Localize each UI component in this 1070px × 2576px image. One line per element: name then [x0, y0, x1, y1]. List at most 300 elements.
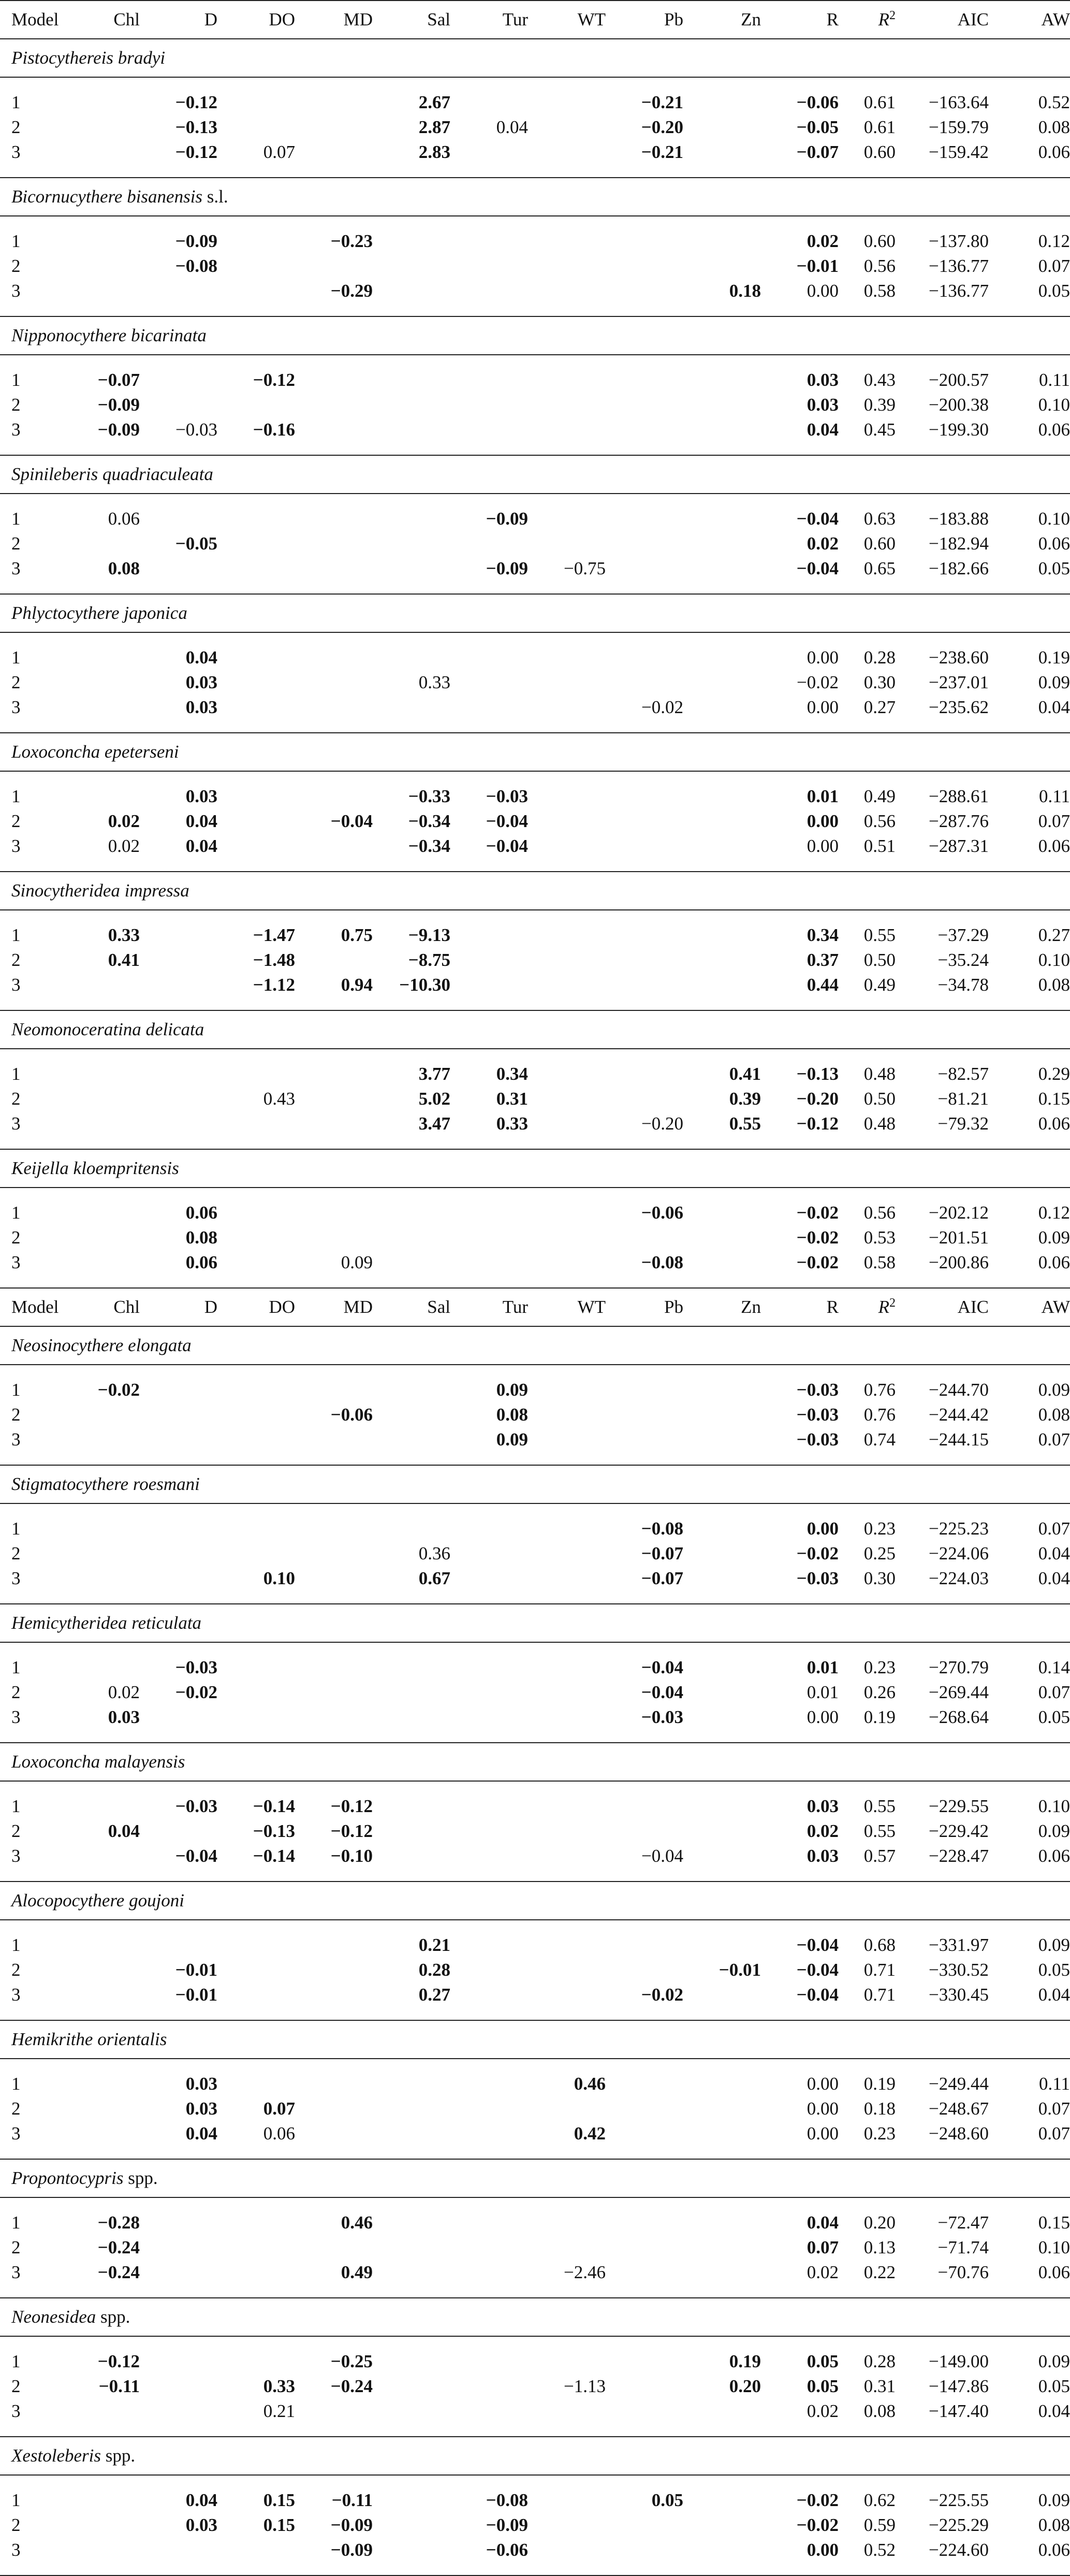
cell-md: 0.49 — [341, 2262, 373, 2282]
spacer-row — [0, 2424, 1070, 2437]
cell-chl: −0.09 — [97, 395, 140, 415]
cell-sal — [373, 1819, 450, 1844]
spacer-cell — [0, 1365, 1070, 1378]
cell-pb: −0.21 — [641, 92, 683, 112]
cell-wt — [528, 1062, 606, 1087]
spacer-row — [0, 1591, 1070, 1604]
model-number: 2 — [11, 1960, 21, 1980]
cell-pb — [606, 1958, 683, 1982]
cell-pb: −0.04 — [641, 1846, 683, 1866]
cell-md — [295, 645, 373, 670]
cell-wt — [528, 229, 606, 254]
cell-md — [295, 948, 373, 973]
cell-sal — [373, 2121, 450, 2146]
cell-chl — [78, 2072, 140, 2096]
model-number: 1 — [11, 509, 21, 529]
cell-aic: −182.66 — [929, 558, 989, 578]
cell-r: 0.00 — [807, 2074, 839, 2094]
table-row — [0, 229, 1070, 254]
cell-zn: 0.20 — [729, 2376, 761, 2396]
cell-r: −0.13 — [796, 1064, 839, 1084]
cell-wt — [528, 1200, 606, 1225]
cell-d — [140, 1705, 217, 1730]
table-row — [0, 1200, 1070, 1225]
spacer-cell — [0, 165, 1070, 178]
cell-aw: 0.05 — [1038, 2376, 1070, 2396]
cell-pb — [606, 417, 683, 442]
cell-chl — [78, 1427, 140, 1452]
cell-tur — [450, 531, 528, 556]
table-row — [0, 1427, 1070, 1452]
spacer-row — [0, 581, 1070, 594]
spacer-cell — [0, 355, 1070, 368]
model-number: 2 — [11, 672, 21, 692]
cell-chl — [78, 1541, 140, 1566]
cell-r2: 0.28 — [863, 647, 896, 668]
cell-chl: −0.12 — [97, 2351, 140, 2371]
cell-aw: 0.09 — [1038, 1821, 1070, 1841]
cell-do — [217, 1958, 295, 1982]
cell-sal — [373, 1655, 450, 1680]
cell-r2: 0.13 — [863, 2237, 896, 2257]
cell-zn — [683, 1250, 761, 1275]
spacer-row — [0, 2336, 1070, 2349]
table-row — [0, 1933, 1070, 1958]
cell-sal: 3.77 — [418, 1064, 450, 1084]
cell-zn — [683, 2072, 761, 2096]
cell-pb — [606, 393, 683, 417]
cell-tur: 0.33 — [496, 1113, 528, 1134]
cell-tur — [450, 645, 528, 670]
model-number: 1 — [11, 2074, 21, 2094]
spacer-cell — [0, 1049, 1070, 1062]
cell-pb: −0.03 — [641, 1707, 683, 1727]
spacer-cell — [0, 1920, 1070, 1933]
cell-aw: 0.07 — [1038, 1429, 1070, 1450]
cell-zn: −0.01 — [719, 1960, 761, 1980]
model-number: 2 — [11, 395, 21, 415]
cell-r: 0.03 — [807, 1796, 839, 1816]
cell-wt: 0.46 — [574, 2074, 606, 2094]
cell-md — [295, 1225, 373, 1250]
cell-chl — [78, 2096, 140, 2121]
cell-pb: −0.06 — [641, 1203, 683, 1223]
cell-md — [295, 1566, 373, 1591]
table-row — [0, 2235, 1070, 2260]
cell-d — [140, 923, 217, 948]
species-label: Xestoleberis — [11, 2445, 101, 2466]
cell-md — [295, 1655, 373, 1680]
col-header-r: R — [761, 1, 839, 39]
col-header-sal: Sal — [373, 1, 450, 39]
cell-md — [295, 1200, 373, 1225]
spacer-cell — [0, 2059, 1070, 2072]
col-header-wt: WT — [528, 1288, 606, 1326]
cell-chl: 0.02 — [108, 836, 140, 856]
cell-aw: 0.27 — [1038, 925, 1070, 945]
model-number: 2 — [11, 117, 21, 137]
cell-zn — [683, 973, 761, 997]
cell-aic: −228.47 — [929, 1846, 989, 1866]
cell-do: 0.15 — [263, 2515, 295, 2535]
table-row — [0, 254, 1070, 279]
cell-md — [295, 2121, 373, 2146]
table-row — [0, 1225, 1070, 1250]
cell-aw: 0.08 — [1038, 975, 1070, 995]
cell-pb — [606, 2374, 683, 2399]
cell-d: −0.13 — [175, 117, 217, 137]
cell-chl: 0.33 — [108, 925, 140, 945]
cell-aw: 0.14 — [1038, 1657, 1070, 1677]
model-number: 2 — [11, 1227, 21, 1248]
cell-do — [217, 1111, 295, 1136]
cell-zn — [683, 90, 761, 115]
cell-wt — [528, 1225, 606, 1250]
cell-chl: 0.06 — [108, 509, 140, 529]
cell-do — [217, 645, 295, 670]
cell-wt — [528, 1087, 606, 1111]
table-row — [0, 2488, 1070, 2513]
model-number: 2 — [11, 1089, 21, 1109]
cell-chl — [78, 2513, 140, 2538]
cell-wt — [528, 1516, 606, 1541]
cell-pb — [606, 2072, 683, 2096]
table-row — [0, 1655, 1070, 1680]
table-row — [0, 1541, 1070, 1566]
cell-r2: 0.56 — [863, 811, 896, 831]
table-row — [0, 2513, 1070, 2538]
cell-pb — [606, 1062, 683, 1087]
cell-aic: −244.15 — [929, 1429, 989, 1450]
spacer-cell — [0, 1503, 1070, 1516]
cell-do: 0.07 — [263, 142, 295, 162]
model-number: 1 — [11, 1518, 21, 1539]
cell-r: −0.02 — [796, 2515, 839, 2535]
cell-pb — [606, 556, 683, 581]
cell-r: 0.03 — [807, 1846, 839, 1866]
spacer-row — [0, 1642, 1070, 1655]
species-group-row — [0, 316, 1070, 355]
cell-do: −0.13 — [253, 1821, 295, 1841]
table-row — [0, 1844, 1070, 1869]
cell-do — [217, 2349, 295, 2374]
cell-r2: 0.19 — [863, 2074, 896, 2094]
cell-aw: 0.07 — [1038, 2123, 1070, 2144]
cell-tur — [450, 1794, 528, 1819]
cell-zn — [683, 140, 761, 165]
cell-pb — [606, 2096, 683, 2121]
cell-sal — [373, 393, 450, 417]
cell-d: −0.02 — [175, 1682, 217, 1702]
cell-do — [217, 1933, 295, 1958]
cell-pb: −0.02 — [641, 697, 683, 717]
cell-wt — [528, 1819, 606, 1844]
cell-tur — [450, 2072, 528, 2096]
cell-r2: 0.45 — [863, 419, 896, 440]
spacer-row — [0, 720, 1070, 733]
cell-sal — [373, 368, 450, 393]
spacer-cell — [0, 442, 1070, 455]
cell-do — [217, 556, 295, 581]
cell-do — [217, 229, 295, 254]
cell-do — [217, 2260, 295, 2285]
cell-pb — [606, 1402, 683, 1427]
cell-tur — [450, 670, 528, 695]
cell-tur — [450, 695, 528, 720]
cell-r: 0.34 — [807, 925, 839, 945]
spacer-row — [0, 1275, 1070, 1288]
table-row — [0, 279, 1070, 303]
cell-chl — [78, 2121, 140, 2146]
spacer-cell — [0, 720, 1070, 733]
cell-aic: −244.42 — [929, 1405, 989, 1425]
cell-r: 0.05 — [807, 2376, 839, 2396]
cell-wt — [528, 2488, 606, 2513]
cell-tur — [450, 1516, 528, 1541]
cell-r2: 0.20 — [863, 2212, 896, 2233]
cell-d — [140, 973, 217, 997]
spacer-row — [0, 1869, 1070, 1882]
spacer-row — [0, 165, 1070, 178]
col-header-zn: Zn — [683, 1288, 761, 1326]
cell-aic: −137.80 — [929, 231, 989, 251]
cell-do — [217, 2072, 295, 2096]
spacer-row — [0, 859, 1070, 872]
cell-do — [217, 254, 295, 279]
cell-wt — [528, 809, 606, 834]
cell-sal: 0.27 — [418, 1985, 450, 2005]
cell-aw: 0.09 — [1038, 1380, 1070, 1400]
model-number: 2 — [11, 533, 21, 554]
cell-tur — [450, 279, 528, 303]
cell-zn — [683, 1655, 761, 1680]
cell-wt — [528, 784, 606, 809]
cell-do: −0.14 — [253, 1846, 295, 1866]
cell-md — [295, 393, 373, 417]
spacer-cell — [0, 771, 1070, 784]
cell-wt — [528, 1111, 606, 1136]
table-row — [0, 1062, 1070, 1087]
cell-do — [217, 115, 295, 140]
cell-tur: −0.04 — [486, 811, 528, 831]
cell-r2: 0.68 — [863, 1935, 896, 1955]
cell-do — [217, 2210, 295, 2235]
cell-aw: 0.05 — [1038, 558, 1070, 578]
cell-r2: 0.56 — [863, 1203, 896, 1223]
table-row — [0, 1958, 1070, 1982]
cell-zn — [683, 556, 761, 581]
cell-tur — [450, 2399, 528, 2424]
col-header-aw: AW — [989, 1288, 1070, 1326]
cell-wt — [528, 2538, 606, 2563]
col-header-r2 — [839, 1, 896, 39]
cell-md — [295, 2072, 373, 2096]
cell-zn: 0.55 — [729, 1113, 761, 1134]
table-row — [0, 556, 1070, 581]
cell-zn — [683, 923, 761, 948]
cell-pb — [606, 2349, 683, 2374]
model-number: 2 — [11, 2376, 21, 2396]
model-number: 1 — [11, 925, 21, 945]
model-number: 3 — [11, 2123, 21, 2144]
cell-r2: 0.55 — [863, 1821, 896, 1841]
cell-do — [217, 1516, 295, 1541]
cell-chl: 0.02 — [108, 811, 140, 831]
cell-chl: 0.08 — [108, 558, 140, 578]
cell-d — [140, 1062, 217, 1087]
cell-aic: −248.67 — [929, 2099, 989, 2119]
cell-d — [140, 2210, 217, 2235]
cell-d: 0.03 — [185, 2074, 217, 2094]
cell-tur: 0.08 — [496, 1405, 528, 1425]
species-group-row — [0, 1604, 1070, 1642]
cell-aic: −163.64 — [929, 92, 989, 112]
cell-aic: −238.60 — [929, 647, 989, 668]
cell-tur — [450, 1958, 528, 1982]
cell-chl — [78, 784, 140, 809]
cell-r: 0.01 — [807, 1657, 839, 1677]
cell-md — [295, 1680, 373, 1705]
cell-r: −0.12 — [796, 1113, 839, 1134]
cell-zn — [683, 531, 761, 556]
table-row — [0, 2260, 1070, 2285]
column-header-row-repeat — [0, 1288, 1070, 1326]
species-name — [0, 1743, 1070, 1781]
cell-zn: 0.39 — [729, 1089, 761, 1109]
model-number: 3 — [11, 1568, 21, 1588]
cell-tur — [450, 2096, 528, 2121]
cell-pb — [606, 2260, 683, 2285]
cell-r: 0.01 — [807, 1682, 839, 1702]
species-label: Pistocythereis bradyi — [11, 48, 166, 68]
col-header-d: D — [140, 1288, 217, 1326]
model-number: 3 — [11, 836, 21, 856]
cell-md — [295, 2235, 373, 2260]
cell-tur — [450, 254, 528, 279]
cell-chl — [78, 2488, 140, 2513]
table-row — [0, 695, 1070, 720]
cell-chl: −0.24 — [97, 2262, 140, 2282]
cell-r2: 0.23 — [863, 1657, 896, 1677]
cell-chl: −0.28 — [97, 2212, 140, 2233]
cell-do — [217, 531, 295, 556]
cell-tur — [450, 2121, 528, 2146]
table-body — [0, 1, 1070, 2575]
cell-r: −0.02 — [796, 1252, 839, 1272]
cell-chl: −0.24 — [97, 2237, 140, 2257]
cell-wt — [528, 1566, 606, 1591]
cell-r2: 0.59 — [863, 2515, 896, 2535]
species-suffix: spp. — [123, 2168, 158, 2188]
cell-md — [295, 1541, 373, 1566]
col-header-model: Model — [0, 1288, 78, 1326]
cell-r2: 0.60 — [863, 142, 896, 162]
model-number: 3 — [11, 142, 21, 162]
cell-zn — [683, 229, 761, 254]
cell-md: −0.23 — [330, 231, 373, 251]
cell-md — [295, 1933, 373, 1958]
cell-zn — [683, 2513, 761, 2538]
cell-aw: 0.10 — [1038, 395, 1070, 415]
cell-wt — [528, 2096, 606, 2121]
model-number: 3 — [11, 1985, 21, 2005]
table-row — [0, 784, 1070, 809]
cell-tur — [450, 973, 528, 997]
cell-zn — [683, 809, 761, 834]
cell-do — [217, 90, 295, 115]
cell-wt: −0.75 — [564, 558, 606, 578]
cell-aic: −248.60 — [929, 2123, 989, 2144]
cell-zn — [683, 2260, 761, 2285]
cell-r2: 0.30 — [863, 1568, 896, 1588]
cell-r: −0.05 — [796, 117, 839, 137]
cell-aic: −288.61 — [929, 786, 989, 806]
cell-md: −0.04 — [330, 811, 373, 831]
cell-wt — [528, 1402, 606, 1427]
cell-aw: 0.52 — [1038, 92, 1070, 112]
cell-md — [295, 531, 373, 556]
table-row — [0, 973, 1070, 997]
cell-aic: −70.76 — [937, 2262, 989, 2282]
spacer-cell — [0, 303, 1070, 316]
cell-wt — [528, 2349, 606, 2374]
cell-tur: 0.09 — [496, 1380, 528, 1400]
cell-chl — [78, 279, 140, 303]
cell-d — [140, 1541, 217, 1566]
species-group-row — [0, 1149, 1070, 1188]
table-row — [0, 2538, 1070, 2563]
model-number: 1 — [11, 1203, 21, 1223]
cell-wt — [528, 1794, 606, 1819]
table-row — [0, 1794, 1070, 1819]
spacer-cell — [0, 2197, 1070, 2210]
cell-aw: 0.10 — [1038, 509, 1070, 529]
cell-aic: −136.77 — [929, 281, 989, 301]
cell-aw: 0.06 — [1038, 836, 1070, 856]
model-number: 2 — [11, 950, 21, 970]
cell-r: 0.07 — [807, 2237, 839, 2257]
cell-chl — [78, 1794, 140, 1819]
cell-do: 0.06 — [263, 2123, 295, 2144]
cell-zn — [683, 1794, 761, 1819]
spacer-row — [0, 1503, 1070, 1516]
species-group-row — [0, 594, 1070, 632]
cell-md — [295, 2399, 373, 2424]
cell-sal — [373, 2235, 450, 2260]
model-number: 3 — [11, 558, 21, 578]
species-label: Bicornucythere bisanensis — [11, 186, 203, 207]
cell-r2: 0.76 — [863, 1405, 896, 1425]
cell-tur — [450, 1680, 528, 1705]
spacer-row — [0, 2197, 1070, 2210]
cell-zn — [683, 2121, 761, 2146]
species-name — [0, 1604, 1070, 1642]
cell-d: 0.03 — [185, 2099, 217, 2119]
cell-tur — [450, 417, 528, 442]
cell-r: 0.02 — [807, 1821, 839, 1841]
cell-aw: 0.07 — [1038, 1682, 1070, 1702]
model-number: 2 — [11, 1543, 21, 1564]
cell-do: 0.33 — [263, 2376, 295, 2396]
cell-d — [140, 2260, 217, 2285]
table-row — [0, 948, 1070, 973]
cell-do: −0.16 — [253, 419, 295, 440]
cell-tur — [450, 923, 528, 948]
spacer-row — [0, 910, 1070, 923]
cell-aic: −200.38 — [929, 395, 989, 415]
cell-r2: 0.58 — [863, 1252, 896, 1272]
model-number: 1 — [11, 2490, 21, 2510]
